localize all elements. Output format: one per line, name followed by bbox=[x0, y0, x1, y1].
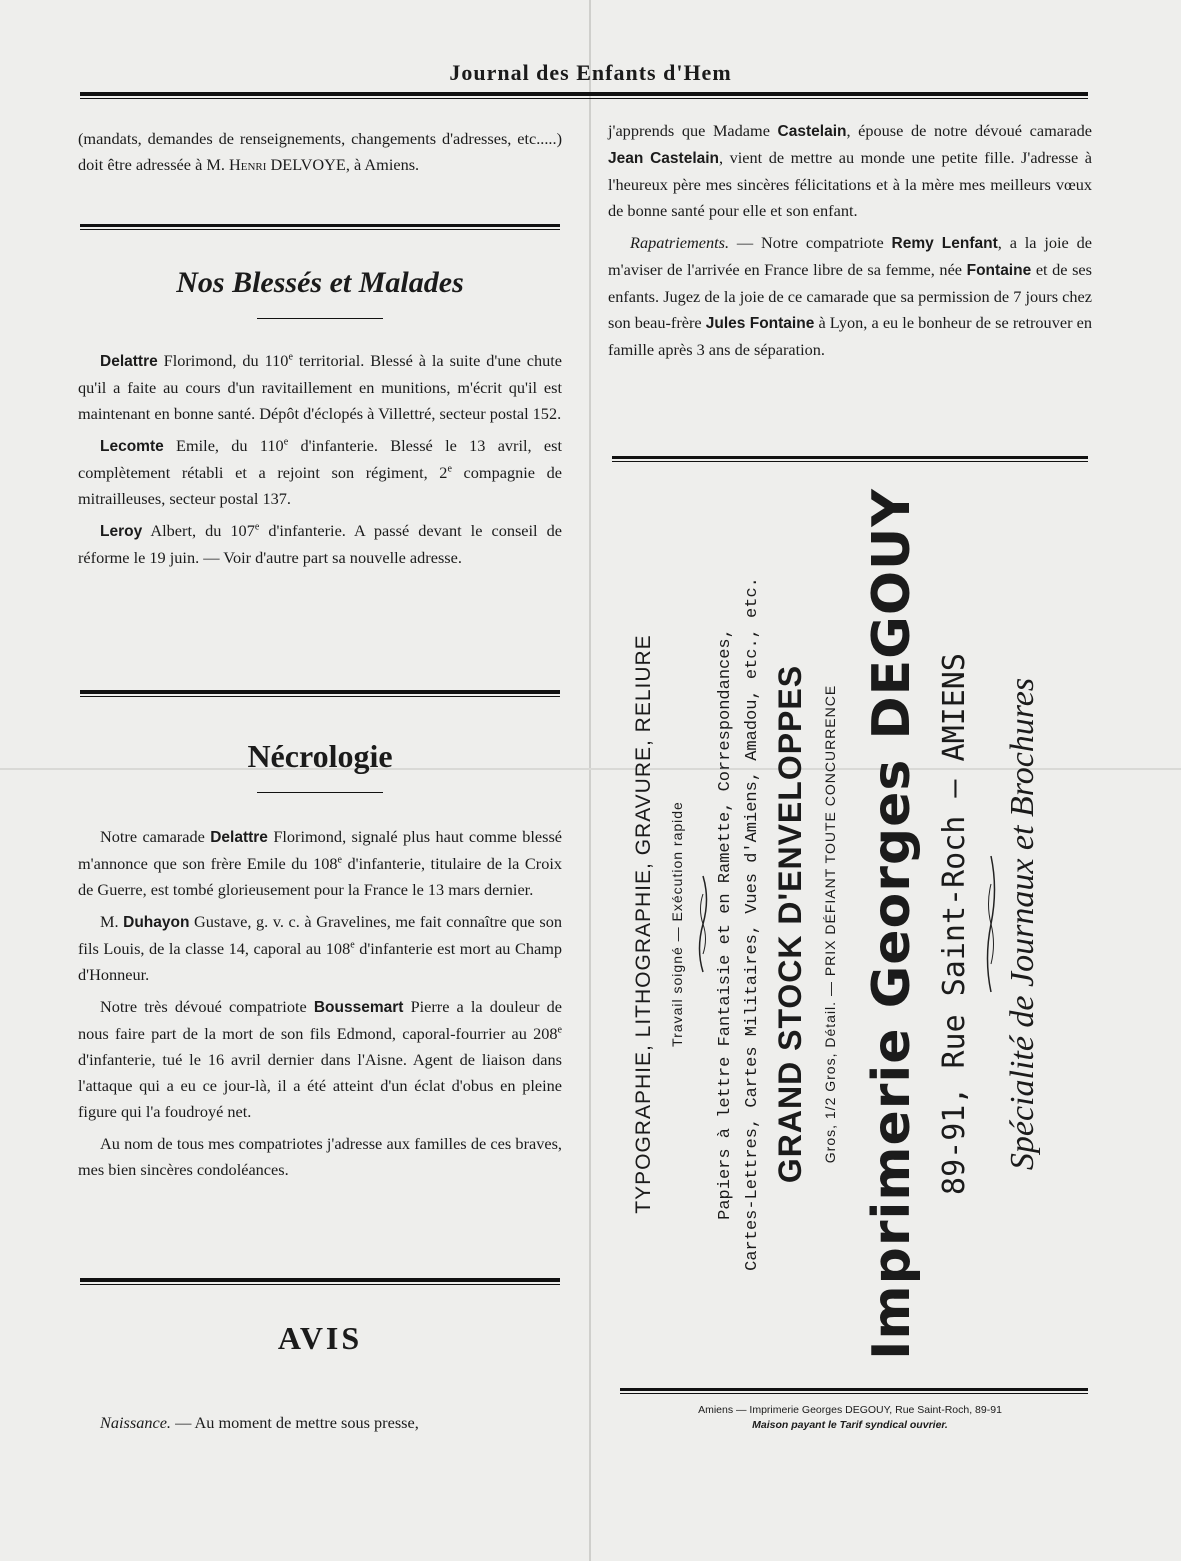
name-lecomte: Lecomte bbox=[100, 438, 164, 455]
rapatriements-paragraph: Rapatriements. — Notre compatriote Remy Lenfant, a la joie de m'aviser de l'arrivée en France libre de sa femme, née Fontaine et de ses enfants. Jugez de la joie de ce camarade que sa permission de 7 jours chez son beau-frère Jules Fontaine à Lyon, a eu le bonheur de se retrouver en famille après 3 ans de séparation. bbox=[608, 233, 1092, 359]
paper-fold-vertical bbox=[589, 0, 591, 1561]
journal-title: Journal des Enfants d'Hem bbox=[449, 60, 732, 85]
section-title-necrologie: Nécrologie bbox=[247, 738, 393, 774]
title-underline bbox=[257, 792, 383, 793]
section-rule bbox=[612, 456, 1088, 462]
ad-envelopes: GRAND STOCK D'ENVELOPPES bbox=[772, 664, 808, 1184]
ad-prices: Gros, 1/2 Gros, Détail. — PRIX DÉFIANT TOUTE CONCURRENCE bbox=[822, 684, 838, 1164]
blesse-entry: Leroy Albert, du 107e d'infanterie. A passé devant le conseil de réforme le 19 juin. — Voir d'autre part sa nouvelle adresse. bbox=[78, 521, 562, 567]
avis-text: Naissance. — Au moment de mettre sous presse, bbox=[100, 1413, 419, 1432]
ad-specialty: Spécialité de Journaux et Brochures bbox=[1004, 677, 1041, 1171]
section-rule bbox=[80, 224, 560, 230]
right-text bbox=[608, 118, 1092, 363]
title-underline bbox=[257, 318, 383, 319]
necro-entry: Notre très dévoué compatriote Boussemart Pierre a la douleur de nous faire part de la mort de son fils Edmond, caporal-fourrier au 208e d'infanterie, tué le 16 avril dernier dans l'Aisne. Agent de liaison dans l'attaque qui a eu ce jour-là, il a été atteint d'un éclat d'obus en pleine figure qui l'a foudroyé net. bbox=[78, 997, 562, 1121]
blesses-list bbox=[78, 348, 562, 571]
naissance-paragraph: j'apprends que Madame Castelain, épouse de notre dévoué camarade Jean Castelain, vient de mettre au monde une petite fille. J'adresse à l'heureux père mes sincères félicitations et à la mère mes meilleurs vœux de bonne santé pour elle et son enfant. bbox=[608, 121, 1093, 220]
section-rule bbox=[80, 690, 560, 697]
printer-advertisement bbox=[612, 466, 1088, 1382]
ad-company-name: Imprimerie Georges DEGOUY bbox=[862, 488, 922, 1360]
section-title-avis: AVIS bbox=[277, 1320, 363, 1356]
ad-quality: Travail soigné — Exécution rapide bbox=[669, 801, 685, 1047]
necrologie-list bbox=[78, 824, 562, 1183]
name-delattre: Delattre bbox=[100, 353, 158, 370]
ad-services: TYPOGRAPHIE, LITHOGRAPHIE, GRAVURE, RELIURE bbox=[632, 634, 655, 1214]
header-rule bbox=[80, 92, 1088, 99]
ad-address: 89-91, Rue Saint-Roch — AMIENS bbox=[937, 653, 972, 1195]
name-leroy: Leroy bbox=[100, 523, 143, 540]
blesse-entry: Delattre Florimond, du 110e territorial. Blessé à la suite d'une chute qu'il a faite au cours d'un ravitaillement en munitions, m'écrit qu'il est maintenant en bonne santé. Dépôt d'éclopés à Villettré, secteur postal 152. bbox=[78, 351, 563, 423]
ad-cards: Cartes-Lettres, Cartes Militaires, Vues d'Amiens, Amadou, etc., etc. bbox=[743, 577, 762, 1271]
ornament-icon bbox=[696, 874, 710, 974]
left-intro: (mandats, demandes de renseignements, changements d'adresses, etc.....) doit être adressée à M. Henri DELVOYE, à Amiens. bbox=[78, 129, 562, 174]
necro-entry: M. Duhayon Gustave, g. v. c. à Gravelines, me fait connaître que son fils Louis, de la classe 14, caporal au 108e d'infanterie est mort au Champ d'Honneur. bbox=[78, 912, 562, 984]
ornament-icon bbox=[984, 854, 998, 994]
printer-union-note: Maison payant le Tarif syndical ouvrier. bbox=[752, 1419, 948, 1431]
blesse-entry: Lecomte Emile, du 110e d'infanterie. Blessé le 13 avril, est complètement rétabli et a rejoint son régiment, 2e compagnie de mitrailleuses, secteur postal 137. bbox=[78, 436, 562, 508]
section-title-blesses: Nos Blessés et Malades bbox=[176, 266, 464, 299]
necro-entry: Notre camarade Delattre Florimond, signalé plus haut comme blessé m'annonce que son frère Emile du 108e d'infanterie, titulaire de la Croix de Guerre, est tombé glorieusement pour la France le 13 mars dernier. bbox=[78, 827, 563, 899]
ad-papers: Papiers à lettre Fantaisie et en Ramette, Correspondances, bbox=[716, 628, 735, 1220]
necro-condolences: Au nom de tous mes compatriotes j'adresse aux familles de ces braves, mes bien sincères condoléances. bbox=[78, 1134, 562, 1179]
section-rule bbox=[80, 1278, 560, 1285]
printer-imprint: Amiens — Imprimerie Georges DEGOUY, Rue Saint-Roch, 89-91 bbox=[698, 1404, 1002, 1416]
footer-rule bbox=[620, 1388, 1088, 1394]
